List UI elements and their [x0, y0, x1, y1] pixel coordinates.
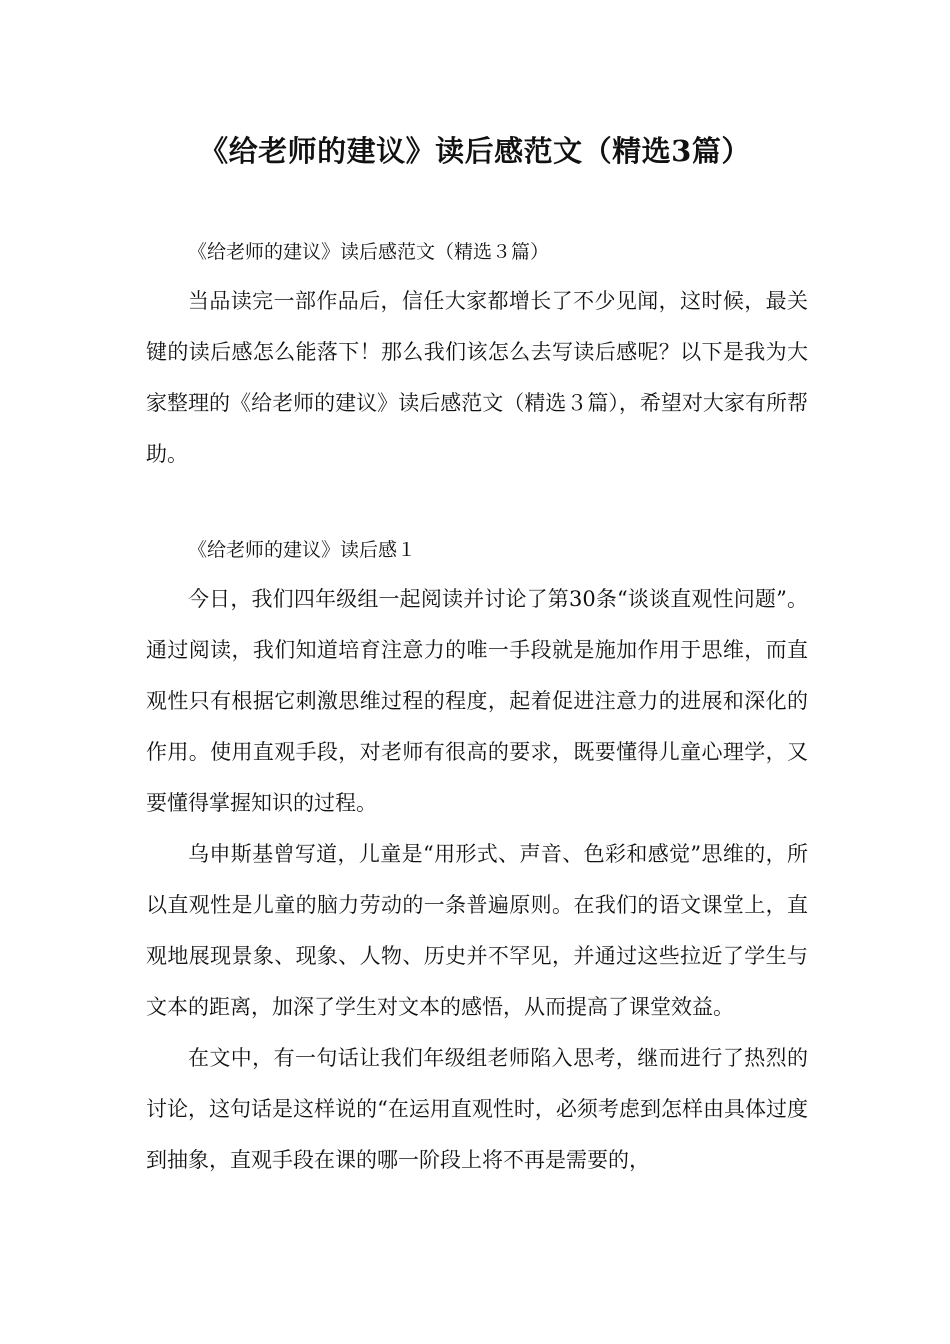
section-heading: 《给老师的建议》读后感１ [188, 539, 417, 561]
body-paragraph: 乌申斯基曾写道，儿童是“用形式、声音、色彩和感觉”思维的，所以直观性是儿童的脑力劳动的一条普遍原则。在我们的语文课堂上，直观地展现景象、现象、人物、历史并不罕见，并通过这些拉近了学生与文本的距离，加深了学生对文本的感悟，从而提高了课堂效益。 [146, 842, 808, 1019]
section-body [146, 574, 808, 1186]
intro-paragraph: 当品读完一部作品后，信任大家都增长了不少见闻，这时候，最关键的读后感怎么能落下！那么我们该怎么去写读后感呢？以下是我为大家整理的《给老师的建议》读后感范文（精选３篇），希望对大家有所帮助。 [146, 289, 808, 466]
body-paragraph: 在文中，有一句话让我们年级组老师陷入思考，继而进行了热烈的讨论，这句话是这样说的“在运用直观性时，必须考虑到怎样由具体过度到抽象，直观手段在课的哪一阶段上将不再是需要的， [146, 1046, 808, 1172]
body-paragraph: 今日，我们四年级组一起阅读并讨论了第30条“谈谈直观性问题”。通过阅读，我们知道培育注意力的唯一手段就是施加作用于思维，而直观性只有根据它刺激思维过程的程度，起着促进注意力的进展和深化的作用。使用直观手段，对老师有很高的要求，既要懂得儿童心理学，又要懂得掌握知识的过程。 [146, 587, 808, 815]
page-title: 《给老师的建议》读后感范文（精选3篇） [199, 134, 751, 168]
document-subtitle: 《给老师的建议》读后感范文（精选３篇） [188, 241, 550, 263]
intro-block [146, 276, 808, 480]
